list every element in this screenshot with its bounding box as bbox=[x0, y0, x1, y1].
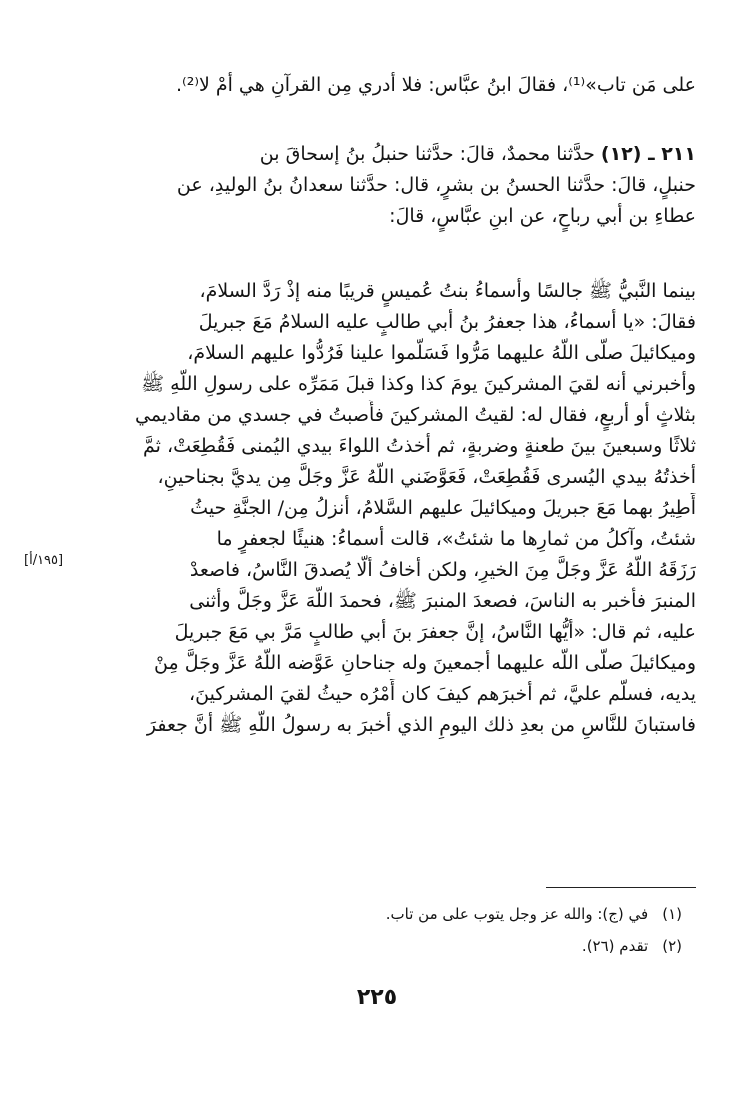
manuscript-folio-marker: [١٩٥/أ] bbox=[24, 553, 64, 568]
body-line: شئتُ، وآكلُ من ثمارِها ما شئتُ»، قالت أسماءُ: هنيئًا لجعفرٍ ما bbox=[216, 528, 696, 550]
isnad-block bbox=[104, 139, 696, 232]
footnote-text: تقدم (٢٦). bbox=[581, 937, 649, 955]
body-line: بثلاثٍ أو أربعٍ، فقال له: لقيتُ المشركينَ فأُصبتُ في جسدي من مقاديمي bbox=[135, 404, 696, 426]
isnad-line-text: حدَّثنا محمدٌ، قالَ: حدَّثنا حنبلُ بنُ إسحاقَ بن bbox=[259, 143, 595, 165]
body-line: فقالَ: «يا أسماءُ، هذا جعفرُ بنُ أبي طالبٍ عليه السلامُ مَعَ جبريلَ bbox=[198, 311, 696, 333]
continuation-block bbox=[104, 70, 696, 101]
body-line: وميكائيلَ صلَّى اللَّهُ عليهما مَرُّوا فَسَلَّموا علينا فَرُدُّوا عليهم السلامَ، bbox=[187, 342, 696, 364]
body-line: أَطِيرُ بهما مَعَ جبريلَ وميكائيلَ عليهم السَّلامُ، أنزلُ مِن/ الجنَّةِ حيثُ bbox=[190, 497, 696, 519]
isnad-line: حنبلٍ، قالَ: حدَّثنا الحسنُ بن بشرٍ، قال: حدَّثنا سعدانُ بنُ الوليدِ، عن bbox=[176, 174, 696, 196]
page-number: ٢٢٥ bbox=[356, 985, 398, 1010]
body-line: بينما النَّبيُّ ﷺ جالسًا وأسماءُ بنتُ عُميسٍ قريبًا منه إذْ رَدَّ السلامَ، bbox=[199, 280, 696, 302]
footnote-number: (١) bbox=[662, 905, 682, 923]
isnad-line: عطاءِ بن أبي رباحٍ، عن ابنِ عبَّاسٍ، قالَ: bbox=[389, 205, 696, 227]
text-line: على مَن تاب»⁽¹⁾، فقالَ ابنُ عبَّاس: فلا أدري مِن القرآنِ هي أمْ لا⁽²⁾. bbox=[175, 74, 696, 96]
body-line: ثلاثًا وسبعينَ بينَ طعنةٍ وضربةٍ، ثم أخذتُ اللواءَ بيدي اليُمنى فَقُطِعَتْ، ثمَّ bbox=[142, 435, 696, 457]
footnotes bbox=[122, 898, 682, 962]
hadith-number: ٢١١ ـ (١٢) bbox=[600, 143, 696, 165]
footnote-number: (٢) bbox=[662, 937, 682, 955]
isnad-line bbox=[104, 139, 696, 170]
body-line: المنبرَ فأخبر به الناسَ، فصعدَ المنبرَ ﷺ، فحمدَ اللَّهَ عَزَّ وجَلَّ وأثنى bbox=[189, 590, 696, 612]
hadith-body bbox=[104, 276, 696, 741]
body-line: وأخبرني أنه لقيَ المشركينَ يومَ كذا وكذا قبلَ مَمَرِّه على رسولِ اللَّهِ ﷺ bbox=[141, 373, 696, 395]
footnote bbox=[122, 930, 682, 962]
footnote bbox=[122, 898, 682, 930]
footnote-text: في (ج): والله عز وجل يتوب على من تاب. bbox=[385, 905, 649, 923]
body-line: عليه، ثم قال: «أيُّها النَّاسُ، إنَّ جعفرَ بنَ أبي طالبٍ مَرَّ بي مَعَ جبريلَ bbox=[174, 621, 696, 643]
body-line: يديه، فسلَّم عليَّ، ثم أخبرَهم كيفَ كان أَمْرُه حيثُ لقيَ المشركينَ، bbox=[188, 683, 696, 705]
body-line: فاستبانَ للنَّاسِ من بعدِ ذلك اليومِ الذي أخبرَ به رسولُ اللَّهِ ﷺ أنَّ جعفرَ bbox=[146, 714, 696, 736]
footnote-divider bbox=[546, 887, 696, 888]
body-line: رَزَقَهُ اللَّهُ عَزَّ وجَلَّ مِنَ الخيرِ، ولكن أخافُ ألَّا يُصدقَ النَّاسُ، فاصعدْ bbox=[189, 559, 696, 581]
body-line: وميكائيلَ صلَّى اللَّه عليهما أجمعينَ وله جناحانِ عَوَّضه اللَّهُ عَزَّ وجَلَّ مِنْ bbox=[154, 652, 696, 674]
body-line: أخذتُهُ بيدي اليُسرى فَقُطِعَتْ، فَعَوَّضَني اللَّهُ عَزَّ وجَلَّ مِن يديَّ بجناحينِ، bbox=[157, 466, 696, 488]
